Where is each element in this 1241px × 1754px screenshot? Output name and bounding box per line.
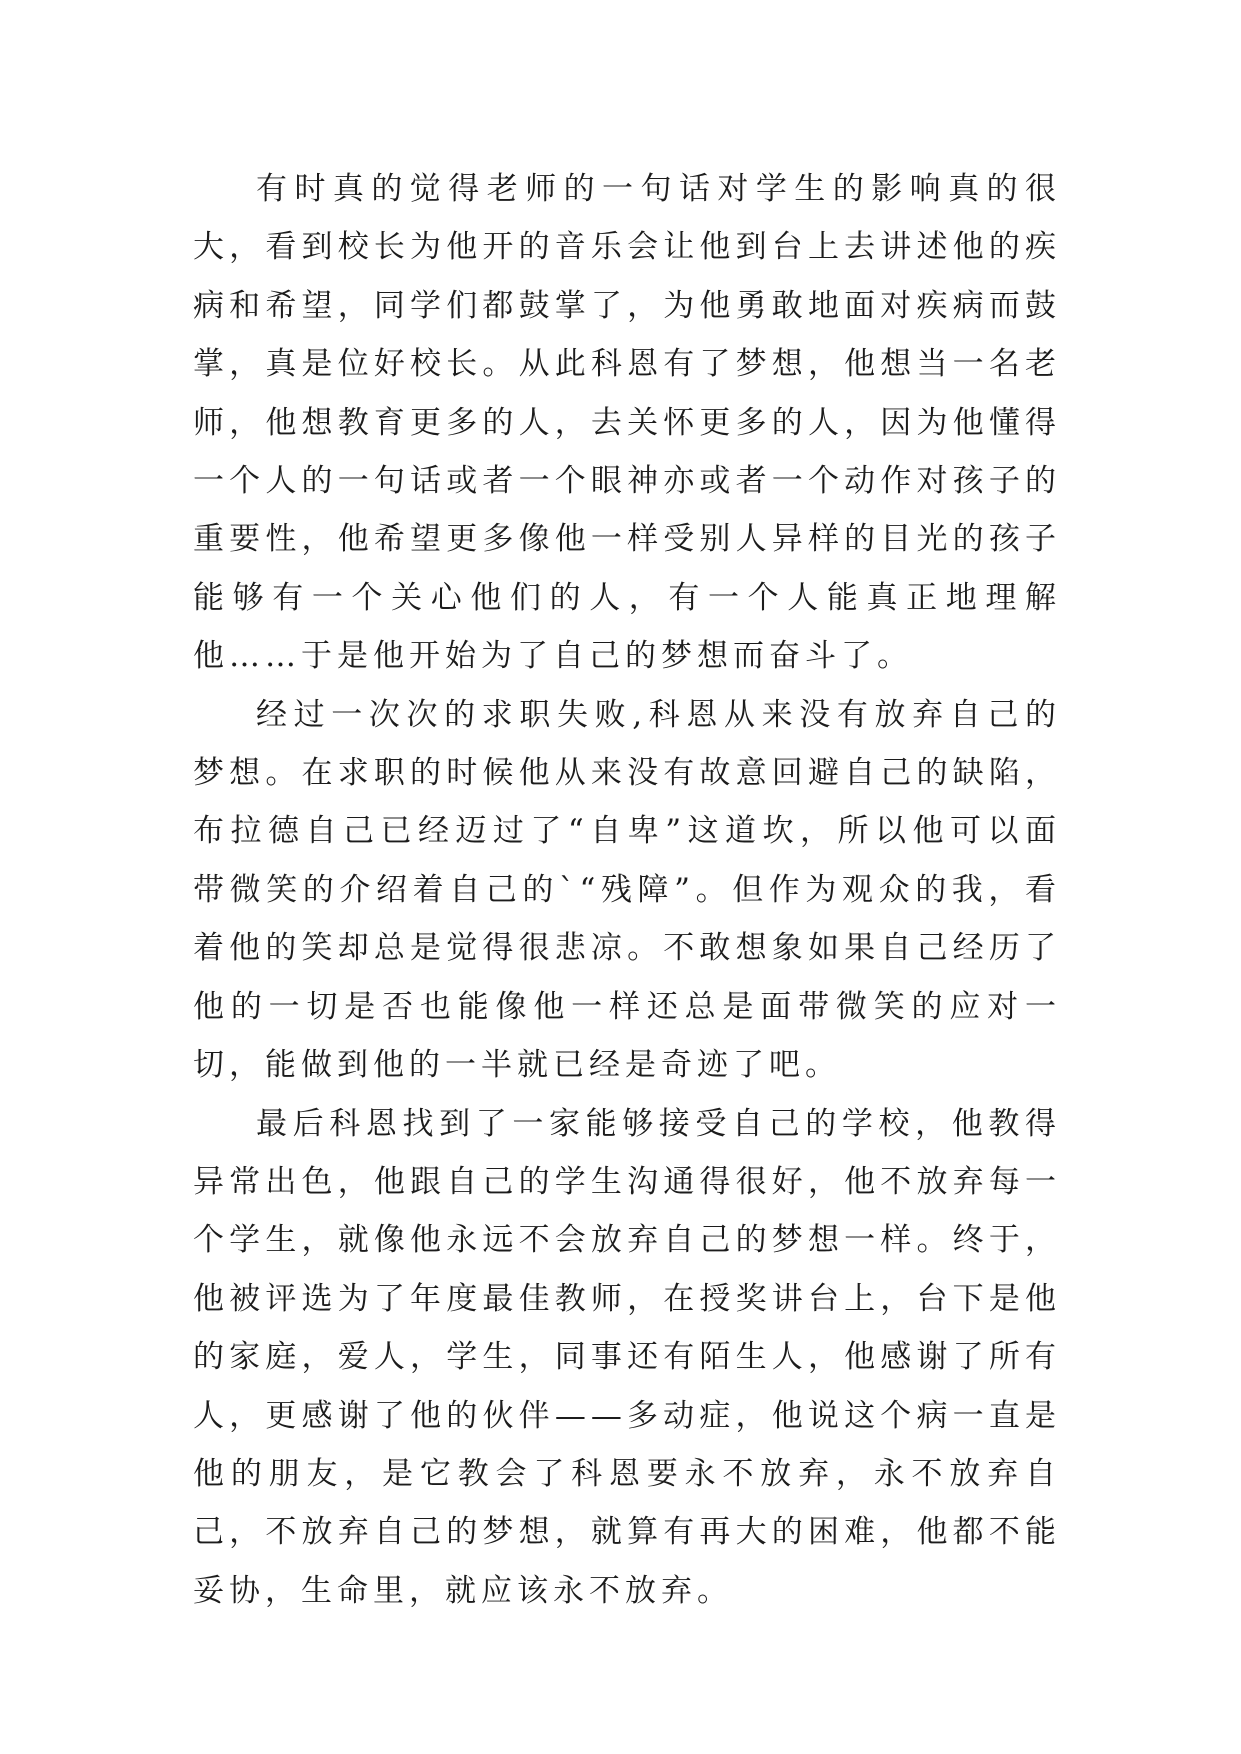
paragraph-2: 经过一次次的求职失败,科恩从来没有放弃自己的梦想。在求职的时候他从来没有故意回避自己的缺陷，布拉德自己已经迈过了“自卑”这道坎，所以他可以面带微笑的介绍着自己的`“残障”。但作为观众的我，看着他的笑却总是觉得很悲凉。不敢想象如果自己经历了他的一切是否也能像他一样还总是面带微笑的应对一切，能做到他的一半就已经是奇迹了吧。 (193, 696, 1061, 1084)
paragraph-3: 最后科恩找到了一家能够接受自己的学校，他教得异常出色，他跟自己的学生沟通得很好，他不放弃每一个学生，就像他永远不会放弃自己的梦想一样。终于，他被评选为了年度最佳教师，在授奖讲台上，台下是他的家庭，爱人，学生，同事还有陌生人，他感谢了所有人，更感谢了他的伙伴——多动症，他说这个病一直是他的朋友，是它教会了科恩要永不放弃，永不放弃自己，不放弃自己的梦想，就算有再大的困难，他都不能妥协，生命里，就应该永不放弃。 (193, 1105, 1061, 1609)
paragraph-1: 有时真的觉得老师的一句话对学生的影响真的很大，看到校长为他开的音乐会让他到台上去讲述他的疾病和希望，同学们都鼓掌了，为他勇敢地面对疾病而鼓掌，真是位好校长。从此科恩有了梦想，他想当一名老师，他想教育更多的人，去关怀更多的人，因为他懂得一个人的一句话或者一个眼神亦或者一个动作对孩子的重要性，他希望更多像他一样受别人异样的目光的孩子能够有一个关心他们的人，有一个人能真正地理解他……于是他开始为了自己的梦想而奋斗了。 (193, 171, 1061, 675)
body-text (193, 160, 1061, 1620)
